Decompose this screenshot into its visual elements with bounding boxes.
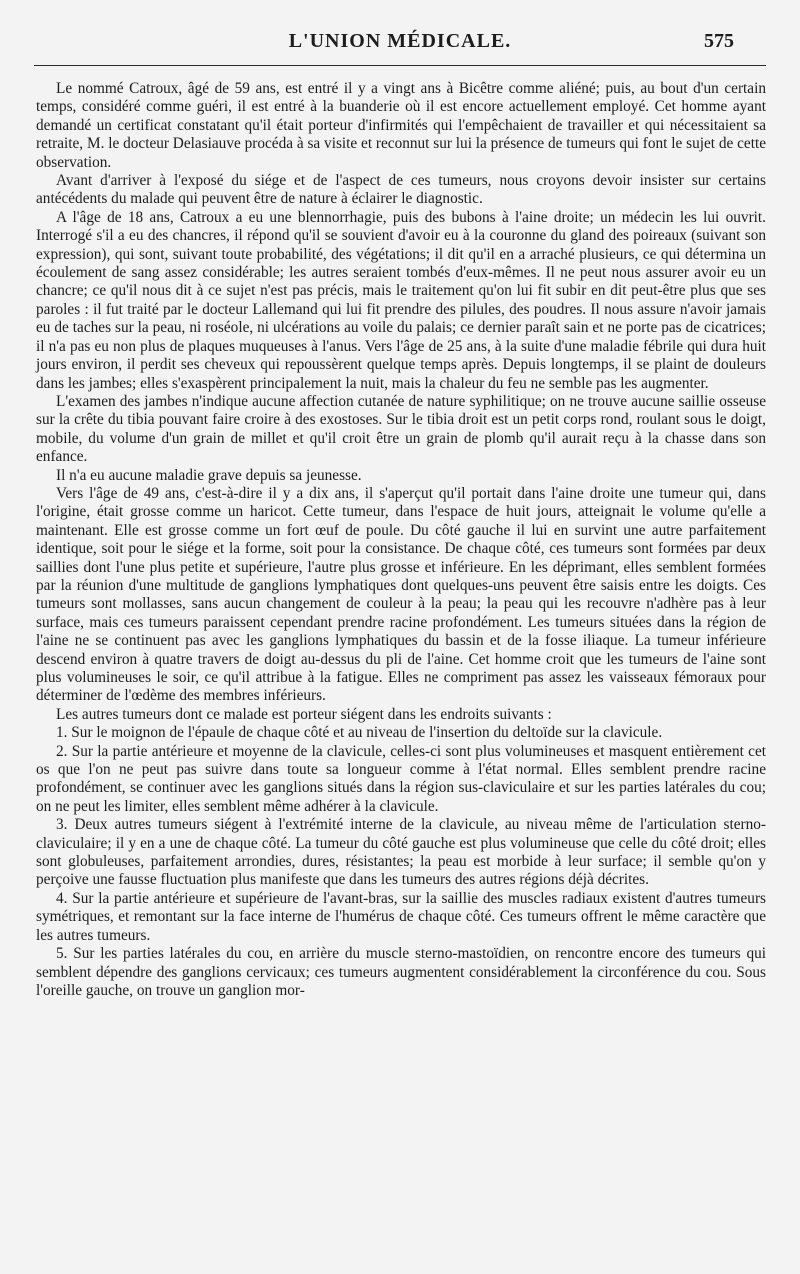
paragraph: Les autres tumeurs dont ce malade est porteur siégent dans les endroits suivants : [56, 705, 552, 723]
paragraph: Vers l'âge de 49 ans, c'est-à-dire il y a dix ans, il s'aperçut qu'il portait dans l'aine droite une tumeur qui, dans l'origine, était grosse comme un haricot. Cette tumeur, dans l'espace de huit jours, atteignait le volume qu'elle a maintenant. Elle est grosse comme un fort œuf de poule. Du côté gauche il lui en survint une autre parfaitement identique, soit pour le siége et la forme, soit pour la consistance. De chaque côté, ces tumeurs sont formées par deux saillies dont l'une plus petite et supérieure, l'autre plus grosse et inférieure. En les déprimant, elles semblent formées par la réunion d'une multitude de ganglions lymphatiques dont quelques-uns peuvent être saisis entre les doigts. Ces tumeurs sont mollasses, sans aucun changement de couleur à la peau; la peau qui les recouvre n'adhère pas à leur surface, mais ces tumeurs paraissent cependant prendre racine profondément. Les tumeurs situées dans la région de l'aine ne se continuent pas avec les ganglions lymphatiques du bassin et de la fosse iliaque. La tumeur inférieure descend environ à quatre travers de doigt au-dessus du pli de l'aine. Cet homme croit que les tumeurs de l'aine sont plus volumineuses le soir, ce qu'il attribue à la fatigue. Elles ne compriment pas assez les vaisseaux fémoraux pour déterminer de l'œdème des membres inférieurs. [36, 484, 766, 705]
body-text [36, 80, 766, 1000]
paragraph: Avant d'arriver à l'exposé du siége et de l'aspect de ces tumeurs, nous croyons devoir insister sur certains antécédents du malade qui peuvent être de nature à éclairer le diagnostic. [36, 172, 766, 208]
paragraph: A l'âge de 18 ans, Catroux a eu une blennorrhagie, puis des bubons à l'aine droite; un médecin les lui ouvrit. Interrogé s'il a eu des chancres, il répond qu'il se souvient d'avoir eu à la couronne du gland des poireaux (suivant son expression), qui sont, suivant toute probabilité, des végétations; il dit qu'il en a arraché plusieurs, ce qui détermina un écoulement de sang assez considérable; les autres seraient tombés d'eux-mêmes. Il ne peut nous assurer avoir eu un chancre; ce qu'il nous dit à ce sujet n'est pas précis, mais le traitement qu'on lui fit subir en dit peut-être plus que ses paroles : il fut traité par le docteur Lallemand qui lui fit prendre des pilules, des poudres. Il nous assure n'avoir jamais eu de taches sur la peau, ni roséole, ni ulcérations au voile du palais; ce dernier paraît sain et ne porte pas de cicatrices; il n'a pas eu non plus de plaques muqueuses à l'anus. Vers l'âge de 25 ans, à la suite d'une maladie fébrile qui dura huit jours environ, il perdit ses cheveux qui repoussèrent quelque temps après. Depuis longtemps, il se plaint de douleurs dans les jambes; elles s'exaspèrent principalement la nuit, mais la chaleur du feu ne semble pas les augmenter. [36, 208, 766, 392]
paragraph: 1. Sur le moignon de l'épaule de chaque côté et au niveau de l'insertion du deltoïde sur la clavicule. [56, 724, 663, 742]
page-number: 575 [704, 30, 734, 52]
paragraph: L'examen des jambes n'indique aucune affection cutanée de nature syphilitique; on ne trouve aucune saillie osseuse sur la crête du tibia pouvant faire croire à des exostoses. Sur le tibia droit est un petit corps rond, roulant sous le doigt, mobile, du volume d'un grain de millet et qu'il croit être un grain de plomb qu'il aurait reçu à la chasse dans son enfance. [36, 392, 766, 466]
paragraph: 4. Sur la partie antérieure et supérieure de l'avant-bras, sur la saillie des muscles radiaux existent d'autres tumeurs symétriques, et remontant sur la face interne de l'humérus de chaque côté. Ces tumeurs offrent le même caractère que les autres tumeurs. [36, 889, 766, 944]
paragraph: 5. Sur les parties latérales du cou, en arrière du muscle sterno-mastoïdien, on rencontre encore des tumeurs qui semblent dépendre des ganglions cervicaux; ces tumeurs augmentent considérablement la circonférence du cou. Sous l'oreille gauche, on trouve un ganglion mor- [36, 945, 766, 999]
page-header [36, 30, 764, 62]
paragraph: Il n'a eu aucune maladie grave depuis sa jeunesse. [56, 466, 362, 484]
running-title: L'UNION MÉDICALE. [288, 30, 512, 52]
paragraph: 2. Sur la partie antérieure et moyenne de la clavicule, celles-ci sont plus volumineuses et masquent entièrement cet os que l'on ne peut pas suivre dans toute sa longueur comme à l'état normal. Elles semblent prendre racine profondément, se continuer avec les ganglions situés dans la région sus-claviculaire et sur les parties latérales du cou; on ne peut les limiter, elles semblent même adhérer à la clavicule. [36, 742, 766, 815]
paragraph: Le nommé Catroux, âgé de 59 ans, est entré il y a vingt ans à Bicêtre comme aliéné; puis, au bout d'un certain temps, considéré comme guéri, il est entré à la buanderie où il est encore actuellement employé. Cet homme ayant demandé un certificat constatant qu'il était porteur d'infirmités qui l'empêchaient de travailler et qui nécessitaient sa retraite, M. le docteur Delasiauve procéda à sa visite et reconnut sur lui la présence de tumeurs qui font le sujet de cette observation. [36, 80, 766, 171]
paragraph: 3. Deux autres tumeurs siégent à l'extrémité interne de la clavicule, au niveau même de l'articulation sterno-claviculaire; il y en a une de chaque côté. La tumeur du côté gauche est plus volumineuse que celle du côté droit; elles sont globuleuses, parfaitement arrondies, dures, résistantes; la peau est morbide à leur surface; il semble qu'on y perçoive une fausse fluctuation plus manifeste que dans les tumeurs des autres régions déjà décrites. [36, 816, 766, 889]
header-rule [34, 65, 766, 66]
